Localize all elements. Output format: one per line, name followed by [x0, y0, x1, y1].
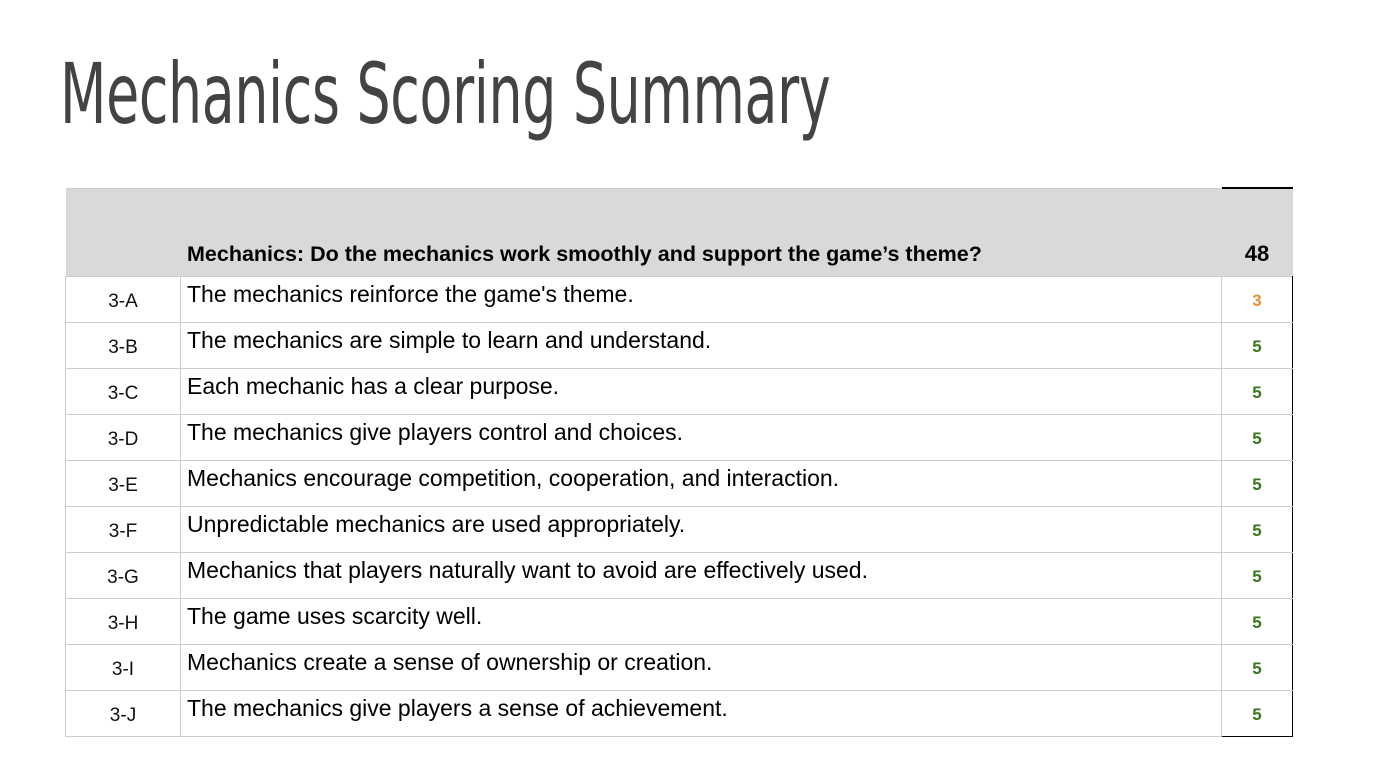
criterion-id: 3-I	[66, 645, 181, 691]
scoring-table	[65, 187, 1293, 737]
table-row	[66, 277, 1293, 323]
criterion-id: 3-B	[66, 323, 181, 369]
criterion-score: 5	[1222, 691, 1293, 737]
header-id-cell	[66, 188, 181, 277]
criterion-id: 3-F	[66, 507, 181, 553]
criterion-id: 3-A	[66, 277, 181, 323]
criterion-score: 3	[1222, 277, 1293, 323]
criterion-text: The mechanics give players control and choices.	[181, 415, 1222, 461]
page-title: Mechanics Scoring Summary	[60, 45, 831, 143]
criterion-text: Mechanics that players naturally want to avoid are effectively used.	[181, 553, 1222, 599]
criterion-text: The mechanics give players a sense of achievement.	[181, 691, 1222, 737]
criterion-text: The game uses scarcity well.	[181, 599, 1222, 645]
header-total-score: 48	[1222, 188, 1293, 277]
criterion-score: 5	[1222, 553, 1293, 599]
criterion-text: The mechanics are simple to learn and understand.	[181, 323, 1222, 369]
criterion-text: Each mechanic has a clear purpose.	[181, 369, 1222, 415]
table-row	[66, 553, 1293, 599]
criterion-text: Mechanics create a sense of ownership or creation.	[181, 645, 1222, 691]
criterion-text: Unpredictable mechanics are used appropriately.	[181, 507, 1222, 553]
table-row	[66, 645, 1293, 691]
criterion-id: 3-E	[66, 461, 181, 507]
criterion-score: 5	[1222, 461, 1293, 507]
table-row	[66, 599, 1293, 645]
table-row	[66, 691, 1293, 737]
criterion-score: 5	[1222, 645, 1293, 691]
criterion-score: 5	[1222, 369, 1293, 415]
table-row	[66, 369, 1293, 415]
criterion-text: Mechanics encourage competition, cooperation, and interaction.	[181, 461, 1222, 507]
table-row	[66, 461, 1293, 507]
header-criterion: Mechanics: Do the mechanics work smoothly and support the game’s theme?	[181, 188, 1222, 277]
criterion-id: 3-D	[66, 415, 181, 461]
criterion-text: The mechanics reinforce the game's theme.	[181, 277, 1222, 323]
criterion-score: 5	[1222, 507, 1293, 553]
table-header-row	[66, 188, 1293, 277]
criterion-id: 3-C	[66, 369, 181, 415]
criterion-id: 3-G	[66, 553, 181, 599]
table-row	[66, 507, 1293, 553]
criterion-score: 5	[1222, 415, 1293, 461]
table-row	[66, 415, 1293, 461]
criterion-score: 5	[1222, 599, 1293, 645]
criterion-id: 3-J	[66, 691, 181, 737]
table-row	[66, 323, 1293, 369]
criterion-score: 5	[1222, 323, 1293, 369]
criterion-id: 3-H	[66, 599, 181, 645]
